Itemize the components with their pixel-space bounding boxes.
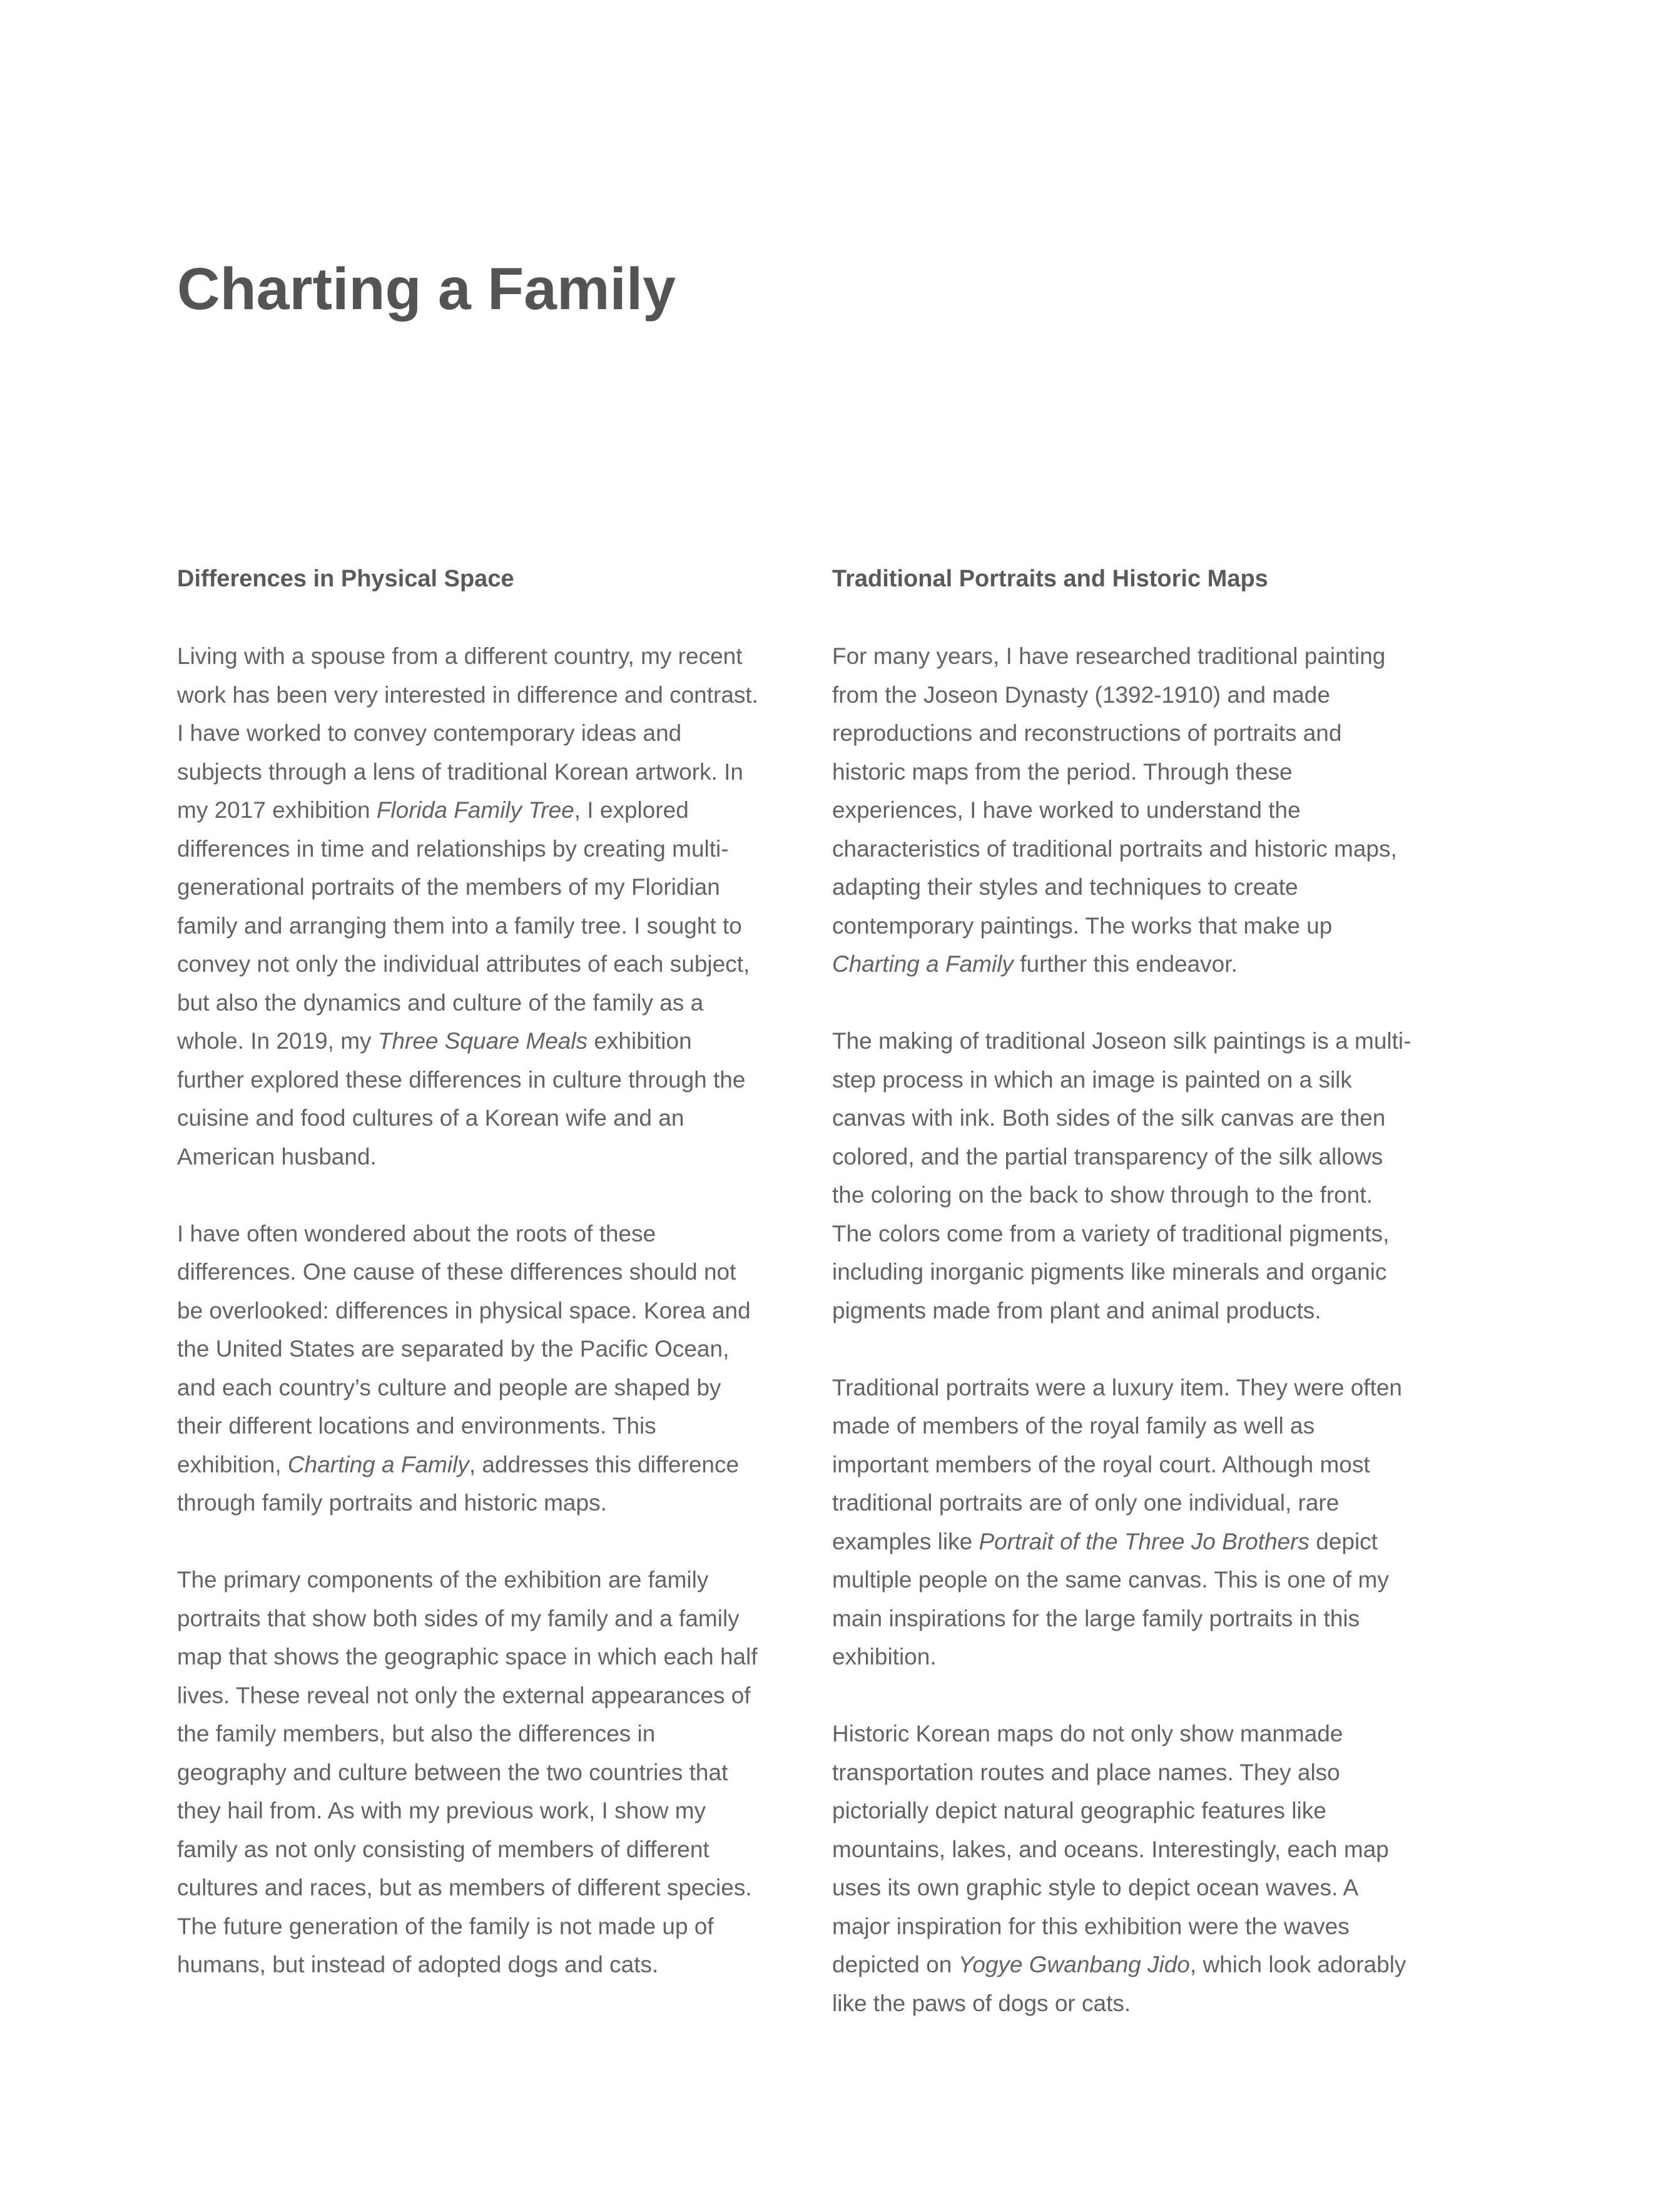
text-line <box>832 1061 1489 1099</box>
text-run: colored, and the partial transparency of the silk allows <box>832 1143 1383 1170</box>
text-run: exhibition. <box>832 1644 937 1669</box>
text-line <box>832 1484 1489 1522</box>
text-line <box>177 1484 803 1522</box>
text-line <box>177 1022 803 1061</box>
text-line <box>177 753 803 792</box>
text-run: including inorganic pigments like minerals and organic <box>832 1259 1387 1285</box>
text-run: major inspiration for this exhibition were the waves <box>832 1913 1350 1939</box>
text-run: mountains, lakes, and oceans. Interestingly, each map <box>832 1836 1389 1862</box>
text-line <box>832 1215 1489 1253</box>
text-run: multiple people on the same canvas. This is one of my <box>832 1567 1389 1593</box>
text-line <box>832 1753 1489 1792</box>
text-line <box>177 1445 803 1484</box>
text-line <box>177 1945 803 1984</box>
text-run: their different locations and environments. This <box>177 1413 656 1439</box>
text-line <box>832 1253 1489 1292</box>
text-run: traditional portraits are of only one individual, rare <box>832 1490 1340 1516</box>
text-run: family and arranging them into a family tree. I sought to <box>177 912 742 939</box>
text-line <box>177 637 803 676</box>
section-heading: Traditional Portraits and Historic Maps <box>832 566 1268 592</box>
text-line <box>832 637 1489 676</box>
text-run: examples like <box>832 1528 979 1554</box>
text-run: convey not only the individual attributes of each subject, <box>177 951 750 977</box>
text-run: canvas with ink. Both sides of the silk canvas are then <box>832 1105 1386 1131</box>
text-line <box>177 868 803 907</box>
text-line <box>177 1907 803 1946</box>
text-run: , which look adorably <box>1189 1952 1406 1977</box>
text-run: further explored these differences in culture through the <box>177 1066 746 1093</box>
text-line <box>177 1753 803 1792</box>
text-line <box>832 907 1489 945</box>
text-line <box>177 1715 803 1753</box>
text-run: be overlooked: differences in physical space. Korea and <box>177 1297 751 1323</box>
text-line <box>177 1099 803 1138</box>
text-line <box>832 1907 1489 1946</box>
text-line <box>832 1368 1489 1407</box>
text-line <box>832 1522 1489 1561</box>
text-run: American husband. <box>177 1143 377 1170</box>
text-run: cuisine and food cultures of a Korean wife and an <box>177 1105 684 1131</box>
text-run: The future generation of the family is not made up of <box>177 1913 714 1939</box>
paragraph <box>177 1561 803 1984</box>
text-line <box>177 1676 803 1715</box>
column-body <box>832 637 1489 2022</box>
text-run: Traditional portraits were a luxury item. They were often <box>832 1374 1402 1400</box>
text-run: historic maps from the period. Through these <box>832 758 1293 785</box>
italic-title: Portrait of the Three Jo Brothers <box>979 1528 1310 1554</box>
text-line <box>177 907 803 945</box>
text-run: main inspirations for the large family portraits in this <box>832 1605 1360 1631</box>
text-run: cultures and races, but as members of different species. <box>177 1875 752 1900</box>
text-line <box>832 1176 1489 1215</box>
text-run: , addresses this difference <box>469 1451 740 1477</box>
text-line <box>832 1022 1489 1061</box>
text-run: differences. One cause of these differences should not <box>177 1259 736 1285</box>
text-line <box>832 791 1489 830</box>
text-run: work has been very interested in difference and contrast. <box>177 681 758 708</box>
text-line <box>177 714 803 753</box>
text-run: further this endeavor. <box>1013 951 1238 977</box>
text-line <box>832 1638 1489 1676</box>
text-line <box>177 1407 803 1445</box>
text-line <box>832 1715 1489 1753</box>
text-run: the United States are separated by the Pacific Ocean, <box>177 1336 730 1362</box>
text-run: the coloring on the back to show through to the front. <box>832 1182 1373 1208</box>
text-run: like the paws of dogs or cats. <box>832 1990 1131 2016</box>
text-run: The primary components of the exhibition are family <box>177 1567 709 1593</box>
text-line <box>832 1830 1489 1869</box>
text-line <box>177 984 803 1022</box>
text-line <box>177 1830 803 1869</box>
text-run: , I explored <box>574 797 689 823</box>
text-run: portraits that show both sides of my family and a family <box>177 1605 740 1631</box>
text-run: depict <box>1309 1528 1378 1554</box>
column-body <box>177 637 803 1984</box>
text-run: subjects through a lens of traditional Korean artwork. In <box>177 758 743 785</box>
paragraph <box>177 637 803 1176</box>
text-line <box>177 1368 803 1407</box>
text-run: but also the dynamics and culture of the family as a <box>177 989 704 1016</box>
text-run: pigments made from plant and animal products. <box>832 1297 1321 1323</box>
text-run: transportation routes and place names. They also <box>832 1759 1340 1785</box>
text-line <box>177 1138 803 1176</box>
text-run: through family portraits and historic maps. <box>177 1490 607 1516</box>
text-line <box>177 1330 803 1368</box>
italic-title: Three Square Meals <box>377 1028 588 1054</box>
text-line <box>177 1599 803 1638</box>
text-run: The making of traditional Joseon silk paintings is a multi- <box>832 1028 1411 1054</box>
italic-title: Florida Family Tree <box>376 797 574 823</box>
text-run: Living with a spouse from a different country, my recent <box>177 643 743 669</box>
text-line <box>177 1638 803 1676</box>
section-heading: Differences in Physical Space <box>177 566 514 592</box>
text-run: For many years, I have researched traditional painting <box>832 643 1386 669</box>
text-line <box>832 1445 1489 1484</box>
text-run: I have worked to convey contemporary ideas and <box>177 720 682 746</box>
text-run: generational portraits of the members of my Floridian <box>177 874 720 900</box>
text-line <box>832 1099 1489 1138</box>
text-run: and each country’s culture and people are shaped by <box>177 1374 721 1400</box>
text-line <box>177 1292 803 1330</box>
text-line <box>832 945 1489 984</box>
paragraph <box>832 637 1489 984</box>
text-run: I have often wondered about the roots of these <box>177 1220 656 1246</box>
text-line <box>832 1945 1489 1984</box>
text-run: humans, but instead of adopted dogs and cats. <box>177 1952 659 1977</box>
text-run: the family members, but also the differences in <box>177 1721 656 1746</box>
column-right <box>832 560 1489 2061</box>
text-line <box>832 1792 1489 1830</box>
text-line <box>832 830 1489 869</box>
text-line <box>177 945 803 984</box>
page-title: Charting a Family <box>177 256 676 322</box>
text-line <box>177 830 803 869</box>
text-run: differences in time and relationships by creating multi- <box>177 835 729 862</box>
text-run: exhibition <box>587 1028 692 1054</box>
paragraph <box>832 1022 1489 1330</box>
text-line <box>177 791 803 830</box>
text-line <box>832 676 1489 715</box>
italic-title: Yogye Gwanbang Jido <box>958 1952 1190 1977</box>
text-run: map that shows the geographic space in which each half <box>177 1644 758 1669</box>
text-line <box>177 1868 803 1907</box>
text-line <box>832 714 1489 753</box>
text-run: contemporary paintings. The works that make up <box>832 912 1333 939</box>
text-run: my 2017 exhibition <box>177 797 377 823</box>
text-run: whole. In 2019, my <box>177 1028 378 1054</box>
text-run: experiences, I have worked to understand the <box>832 797 1301 823</box>
text-run: pictorially depict natural geographic features like <box>832 1798 1326 1823</box>
text-line <box>832 1599 1489 1638</box>
column-left <box>177 560 803 2022</box>
text-run: depicted on <box>832 1952 959 1977</box>
paragraph <box>832 1715 1489 2022</box>
text-line <box>832 1292 1489 1330</box>
text-line <box>177 676 803 715</box>
text-line <box>177 1561 803 1599</box>
text-run: exhibition, <box>177 1451 288 1477</box>
italic-title: Charting a Family <box>832 951 1014 977</box>
text-line <box>832 1984 1489 2023</box>
text-line <box>177 1061 803 1099</box>
text-run: characteristics of traditional portraits and historic maps, <box>832 835 1397 862</box>
text-run: from the Joseon Dynasty (1392-1910) and made <box>832 681 1330 708</box>
text-line <box>832 1138 1489 1176</box>
text-line <box>832 753 1489 792</box>
paragraph <box>832 1368 1489 1676</box>
text-run: The colors come from a variety of traditional pigments, <box>832 1220 1390 1246</box>
text-run: they hail from. As with my previous work, I show my <box>177 1798 706 1823</box>
text-line <box>832 1868 1489 1907</box>
text-line <box>177 1215 803 1253</box>
text-run: family as not only consisting of members of different <box>177 1836 709 1862</box>
paragraph <box>177 1215 803 1522</box>
text-run: geography and culture between the two countries that <box>177 1759 728 1785</box>
text-run: made of members of the royal family as well as <box>832 1413 1315 1439</box>
text-run: step process in which an image is painted on a silk <box>832 1066 1352 1093</box>
text-run: uses its own graphic style to depict ocean waves. A <box>832 1875 1359 1900</box>
italic-title: Charting a Family <box>287 1451 469 1477</box>
text-run: Historic Korean maps do not only show manmade <box>832 1721 1343 1746</box>
text-line <box>832 1561 1489 1599</box>
text-line <box>177 1792 803 1830</box>
text-run: adapting their styles and techniques to create <box>832 874 1298 900</box>
text-line <box>177 1253 803 1292</box>
text-line <box>832 1407 1489 1445</box>
text-run: reproductions and reconstructions of portraits and <box>832 720 1342 746</box>
text-line <box>832 868 1489 907</box>
text-run: important members of the royal court. Although most <box>832 1451 1370 1477</box>
text-run: lives. These reveal not only the external appearances of <box>177 1682 751 1708</box>
